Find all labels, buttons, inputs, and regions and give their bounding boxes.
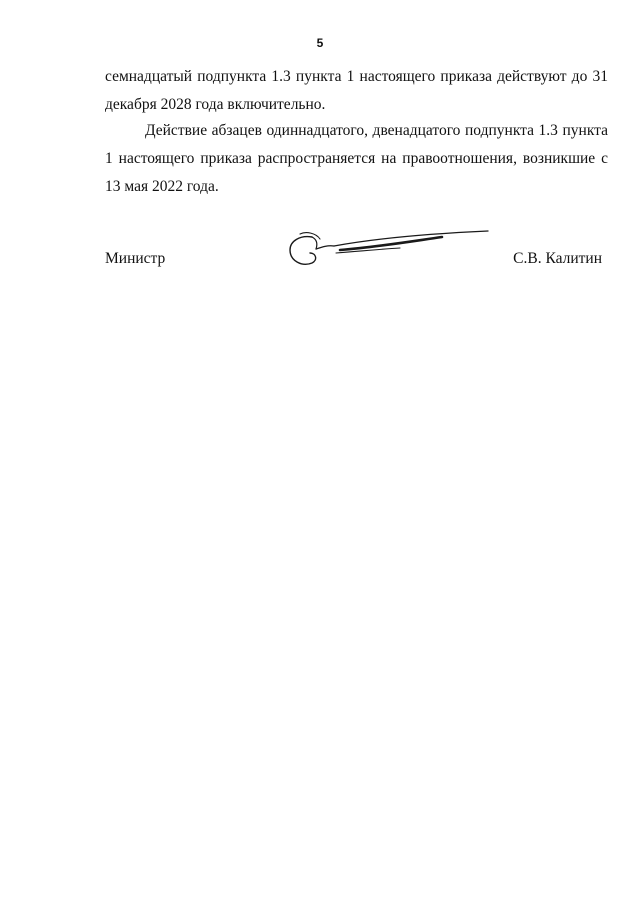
signer-name: С.В. Калитин <box>513 250 602 267</box>
page-number: 5 <box>316 36 324 50</box>
body-paragraph-1: семнадцатый подпункта 1.3 пункта 1 настоящего приказа действуют до 31 декабря 2028 года включительно. <box>105 68 608 113</box>
handwritten-signature-icon <box>282 225 492 275</box>
signer-title: Министр <box>105 250 166 267</box>
body-paragraph-2: Действие абзацев одиннадцатого, двенадцатого подпункта 1.3 пункта 1 настоящего приказа распространяется на правоотношения, возникшие с 13 мая 2022 года. <box>105 122 608 195</box>
